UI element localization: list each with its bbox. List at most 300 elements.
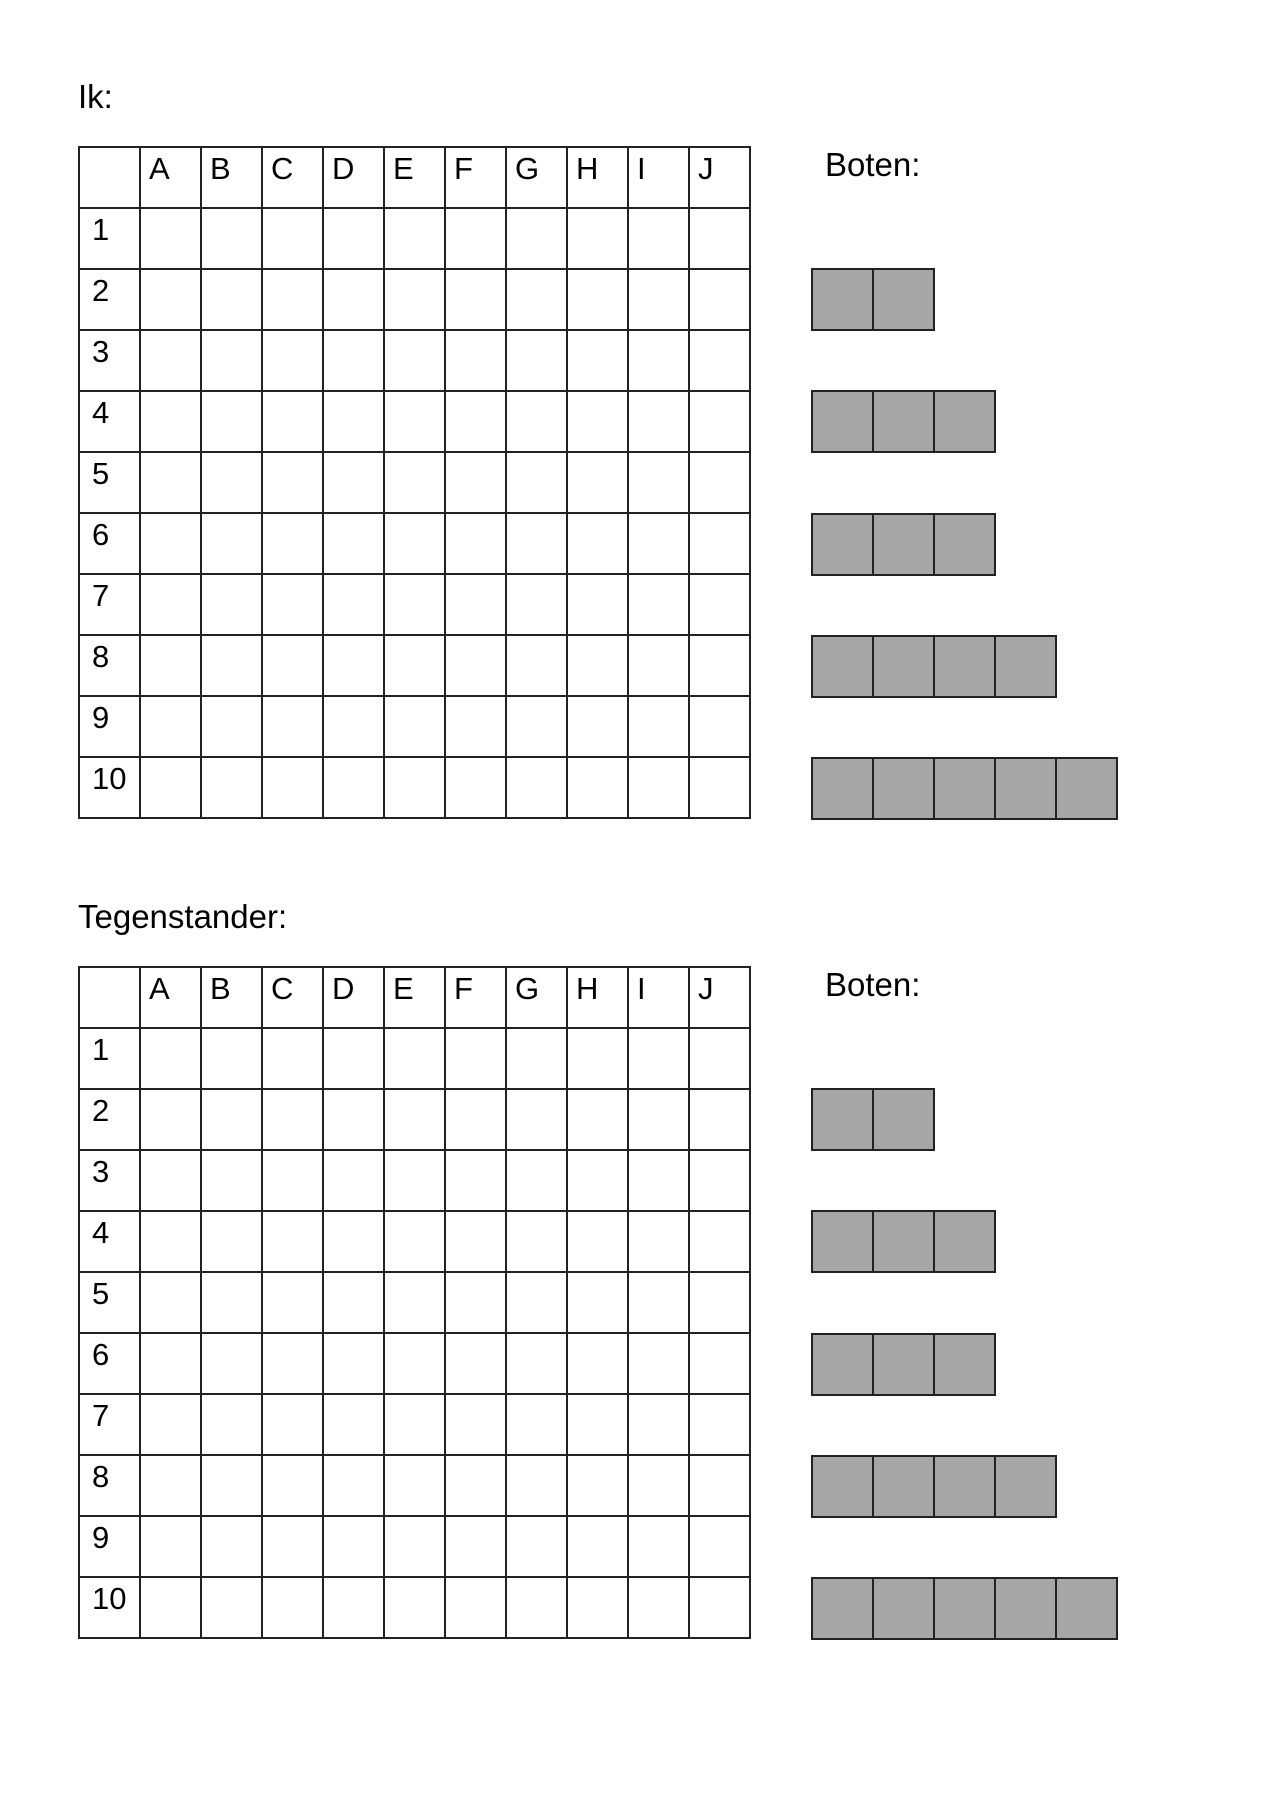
grid-cell[interactable]	[384, 1272, 445, 1333]
grid-cell[interactable]	[323, 391, 384, 452]
column-header	[689, 967, 750, 1028]
grid-cell[interactable]	[384, 330, 445, 391]
grid-cell[interactable]	[140, 452, 201, 513]
grid-cell[interactable]	[445, 574, 506, 635]
column-header	[384, 967, 445, 1028]
grid-cell[interactable]	[628, 757, 689, 818]
row-label: 1	[92, 1032, 110, 1067]
ships-label: Boten:	[825, 966, 921, 1003]
ships-label: Boten:	[825, 146, 921, 183]
grid-cell[interactable]	[445, 1272, 506, 1333]
grid-cell[interactable]	[140, 696, 201, 757]
grid-cell[interactable]	[201, 574, 262, 635]
grid-cell[interactable]	[628, 696, 689, 757]
grid-cell[interactable]	[567, 1394, 628, 1455]
grid-cell[interactable]	[445, 1028, 506, 1089]
grid-cell[interactable]	[323, 269, 384, 330]
grid-cell[interactable]	[262, 1333, 323, 1394]
row-label: 8	[92, 639, 110, 674]
grid-cell[interactable]	[628, 1394, 689, 1455]
grid-row	[79, 1394, 750, 1455]
corner-cell	[79, 967, 140, 1028]
grid-cell[interactable]	[506, 330, 567, 391]
column-header	[262, 967, 323, 1028]
ship-segment	[933, 1577, 996, 1640]
ship-segment	[872, 268, 935, 331]
grid-cell[interactable]	[140, 1150, 201, 1211]
grid-cell[interactable]	[323, 330, 384, 391]
column-header	[323, 967, 384, 1028]
ship-4	[811, 1455, 1055, 1518]
grid-cell[interactable]	[201, 1455, 262, 1516]
grid-row	[79, 635, 750, 696]
grid-cell[interactable]	[445, 330, 506, 391]
grid-cell[interactable]	[262, 1577, 323, 1638]
row-label: 4	[92, 395, 110, 430]
grid-cell[interactable]	[140, 1516, 201, 1577]
grid-cell[interactable]	[384, 1394, 445, 1455]
grid-row	[79, 208, 750, 269]
grid-cell[interactable]	[445, 1333, 506, 1394]
ship-segment	[811, 757, 874, 820]
grid-cell[interactable]	[201, 391, 262, 452]
grid-cell[interactable]	[689, 1516, 750, 1577]
grid-cell[interactable]	[567, 574, 628, 635]
grid-cell[interactable]	[323, 574, 384, 635]
grid-cell[interactable]	[567, 208, 628, 269]
grid-cell[interactable]	[262, 1089, 323, 1150]
grid-cell[interactable]	[201, 696, 262, 757]
grid-cell[interactable]	[506, 391, 567, 452]
grid-cell[interactable]	[384, 269, 445, 330]
grid-cell[interactable]	[506, 513, 567, 574]
grid-cell[interactable]	[506, 1272, 567, 1333]
ship-segment	[872, 390, 935, 453]
column-header-row	[79, 967, 750, 1028]
ship-segment	[811, 1577, 874, 1640]
grid-cell[interactable]	[567, 1150, 628, 1211]
grid-cell[interactable]	[384, 1150, 445, 1211]
grid-cell[interactable]	[567, 696, 628, 757]
grid-cell[interactable]	[567, 1089, 628, 1150]
grid-cell[interactable]	[567, 452, 628, 513]
grid-cell[interactable]	[201, 1028, 262, 1089]
grid-cell[interactable]	[323, 1516, 384, 1577]
grid-row	[79, 1028, 750, 1089]
grid-cell[interactable]	[506, 1516, 567, 1577]
grid-row	[79, 1577, 750, 1638]
grid-cell[interactable]	[384, 452, 445, 513]
grid-cell[interactable]	[445, 269, 506, 330]
row-label: 9	[92, 1520, 110, 1555]
column-label: I	[637, 971, 646, 1006]
corner-cell	[79, 147, 140, 208]
grid-cell[interactable]	[689, 269, 750, 330]
column-label: J	[698, 971, 714, 1006]
grid-cell[interactable]	[628, 574, 689, 635]
grid-row	[79, 391, 750, 452]
grid-cell[interactable]	[689, 1272, 750, 1333]
grid-row	[79, 330, 750, 391]
grid-cell[interactable]	[567, 1028, 628, 1089]
grid-cell[interactable]	[140, 1089, 201, 1150]
ship-segment	[933, 1210, 996, 1273]
grid-cell[interactable]	[689, 635, 750, 696]
grid-cell[interactable]	[445, 391, 506, 452]
grid-row	[79, 757, 750, 818]
grid-cell[interactable]	[445, 757, 506, 818]
grid-cell[interactable]	[689, 696, 750, 757]
grid-cell[interactable]	[140, 1211, 201, 1272]
grid-cell[interactable]	[689, 208, 750, 269]
row-header	[79, 1089, 140, 1150]
grid-cell[interactable]	[323, 1394, 384, 1455]
grid-cell[interactable]	[262, 269, 323, 330]
grid-cell[interactable]	[445, 1211, 506, 1272]
grid-cell[interactable]	[323, 1028, 384, 1089]
grid-row	[79, 452, 750, 513]
grid-row	[79, 1333, 750, 1394]
grid-cell[interactable]	[201, 635, 262, 696]
column-header	[567, 147, 628, 208]
grid-cell[interactable]	[384, 1516, 445, 1577]
grid-cell[interactable]	[201, 1089, 262, 1150]
ship-segment	[933, 757, 996, 820]
grid-cell[interactable]	[384, 1028, 445, 1089]
row-header	[79, 1333, 140, 1394]
grid-cell[interactable]	[140, 574, 201, 635]
grid-cell[interactable]	[384, 696, 445, 757]
column-header	[140, 967, 201, 1028]
grid-cell[interactable]	[445, 452, 506, 513]
grid-cell[interactable]	[384, 635, 445, 696]
grid-cell[interactable]	[628, 1089, 689, 1150]
row-header	[79, 513, 140, 574]
grid-cell[interactable]	[262, 1394, 323, 1455]
grid-cell[interactable]	[567, 513, 628, 574]
grid-cell[interactable]	[262, 208, 323, 269]
grid-cell[interactable]	[262, 1455, 323, 1516]
grid-cell[interactable]	[201, 1150, 262, 1211]
grid-cell[interactable]	[140, 330, 201, 391]
grid-cell[interactable]	[262, 452, 323, 513]
grid-cell[interactable]	[689, 1394, 750, 1455]
ship-segment	[1055, 1577, 1118, 1640]
grid-cell[interactable]	[201, 1577, 262, 1638]
grid-cell[interactable]	[689, 1333, 750, 1394]
ship-2	[811, 268, 933, 331]
row-label: 1	[92, 212, 110, 247]
grid-cell[interactable]	[445, 1089, 506, 1150]
grid-cell[interactable]	[140, 1577, 201, 1638]
grid-cell[interactable]	[628, 1028, 689, 1089]
grid-cell[interactable]	[262, 1150, 323, 1211]
grid-cell[interactable]	[384, 574, 445, 635]
column-header	[506, 147, 567, 208]
row-header	[79, 1211, 140, 1272]
grid-cell[interactable]	[262, 391, 323, 452]
grid-cell[interactable]	[628, 330, 689, 391]
grid-cell[interactable]	[628, 452, 689, 513]
grid-cell[interactable]	[445, 635, 506, 696]
grid-cell[interactable]	[506, 635, 567, 696]
section-title: Tegenstander:	[78, 898, 288, 935]
grid-cell[interactable]	[262, 574, 323, 635]
row-header	[79, 1516, 140, 1577]
grid-cell[interactable]	[506, 757, 567, 818]
grid-cell[interactable]	[262, 513, 323, 574]
grid-cell[interactable]	[445, 1455, 506, 1516]
ship-segment	[994, 635, 1057, 698]
grid-cell[interactable]	[201, 1272, 262, 1333]
grid-cell[interactable]	[689, 574, 750, 635]
ship-segment	[933, 1333, 996, 1396]
ship-segment	[933, 1455, 996, 1518]
grid-cell[interactable]	[567, 1272, 628, 1333]
column-label: J	[698, 151, 714, 186]
grid-cell[interactable]	[506, 1089, 567, 1150]
grid-cell[interactable]	[140, 1394, 201, 1455]
grid-cell[interactable]	[384, 1333, 445, 1394]
grid-cell[interactable]	[567, 269, 628, 330]
row-label: 2	[92, 273, 110, 308]
grid-cell[interactable]	[201, 1394, 262, 1455]
grid-cell[interactable]	[689, 1577, 750, 1638]
column-header	[567, 967, 628, 1028]
grid-cell[interactable]	[506, 208, 567, 269]
grid-row	[79, 1516, 750, 1577]
grid-cell[interactable]	[384, 1089, 445, 1150]
grid-cell[interactable]	[201, 452, 262, 513]
grid-cell[interactable]	[201, 269, 262, 330]
row-label: 3	[92, 334, 110, 369]
grid-cell[interactable]	[384, 1455, 445, 1516]
grid-cell[interactable]	[506, 1028, 567, 1089]
grid-cell[interactable]	[323, 1333, 384, 1394]
grid-cell[interactable]	[506, 1394, 567, 1455]
grid-cell[interactable]	[567, 1455, 628, 1516]
grid-cell[interactable]	[445, 1577, 506, 1638]
column-label: E	[393, 151, 414, 186]
row-header	[79, 574, 140, 635]
grid-cell[interactable]	[445, 1516, 506, 1577]
row-label: 9	[92, 700, 110, 735]
grid-cell[interactable]	[323, 208, 384, 269]
row-header	[79, 757, 140, 818]
ship-segment	[994, 757, 1057, 820]
grid-cell[interactable]	[689, 1028, 750, 1089]
grid-cell[interactable]	[689, 1089, 750, 1150]
ship-segment	[811, 1333, 874, 1396]
ship-segment	[811, 1088, 874, 1151]
grid-cell[interactable]	[323, 1089, 384, 1150]
column-label: F	[454, 151, 473, 186]
row-label: 6	[92, 517, 110, 552]
column-label: C	[271, 971, 294, 1006]
grid-cell[interactable]	[262, 1516, 323, 1577]
grid-cell[interactable]	[689, 1211, 750, 1272]
grid-cell[interactable]	[628, 1333, 689, 1394]
grid-row	[79, 513, 750, 574]
grid-cell[interactable]	[628, 391, 689, 452]
grid-cell[interactable]	[628, 1455, 689, 1516]
grid-cell[interactable]	[689, 391, 750, 452]
grid-cell[interactable]	[384, 208, 445, 269]
grid-cell[interactable]	[262, 1211, 323, 1272]
grid-cell[interactable]	[567, 1211, 628, 1272]
row-header	[79, 635, 140, 696]
grid-cell[interactable]	[506, 1333, 567, 1394]
grid-cell[interactable]	[384, 1577, 445, 1638]
row-header	[79, 1150, 140, 1211]
ship-5	[811, 1577, 1116, 1640]
grid-cell[interactable]	[628, 1272, 689, 1333]
grid-cell[interactable]	[445, 513, 506, 574]
grid-cell[interactable]	[689, 330, 750, 391]
grid-cell[interactable]	[506, 1577, 567, 1638]
grid-cell[interactable]	[384, 513, 445, 574]
column-header	[445, 147, 506, 208]
ship-2	[811, 1088, 933, 1151]
grid-cell[interactable]	[140, 757, 201, 818]
row-label: 10	[92, 1581, 127, 1616]
ship-segment	[811, 1455, 874, 1518]
ship-segment	[811, 268, 874, 331]
column-label: A	[149, 151, 170, 186]
ship-segment	[872, 1088, 935, 1151]
grid-cell[interactable]	[506, 1150, 567, 1211]
grid-cell[interactable]	[689, 1455, 750, 1516]
grid-cell[interactable]	[689, 757, 750, 818]
grid-cell[interactable]	[201, 513, 262, 574]
ship-segment	[994, 1455, 1057, 1518]
opponent-grid	[78, 966, 751, 1639]
grid-cell[interactable]	[140, 1455, 201, 1516]
grid-cell[interactable]	[628, 513, 689, 574]
grid-cell[interactable]	[384, 1211, 445, 1272]
row-label: 7	[92, 578, 110, 613]
row-header	[79, 391, 140, 452]
grid-cell[interactable]	[689, 1150, 750, 1211]
column-header	[628, 147, 689, 208]
grid-cell[interactable]	[262, 330, 323, 391]
grid-cell[interactable]	[506, 574, 567, 635]
grid-cell[interactable]	[201, 208, 262, 269]
grid-cell[interactable]	[384, 757, 445, 818]
grid-cell[interactable]	[323, 1211, 384, 1272]
grid-cell[interactable]	[262, 1028, 323, 1089]
grid-cell[interactable]	[567, 330, 628, 391]
grid-cell[interactable]	[323, 513, 384, 574]
grid-cell[interactable]	[323, 452, 384, 513]
grid-row	[79, 696, 750, 757]
grid-cell[interactable]	[140, 1333, 201, 1394]
grid-cell[interactable]	[323, 696, 384, 757]
grid-row	[79, 1150, 750, 1211]
grid-cell[interactable]	[628, 269, 689, 330]
ship-segment	[1055, 757, 1118, 820]
row-label: 8	[92, 1459, 110, 1494]
row-header	[79, 1272, 140, 1333]
column-label: I	[637, 151, 646, 186]
my-grid	[78, 146, 751, 819]
grid-cell[interactable]	[323, 1577, 384, 1638]
column-label: G	[515, 971, 540, 1006]
grid-cell[interactable]	[567, 391, 628, 452]
grid-cell[interactable]	[628, 635, 689, 696]
ship-segment	[872, 1333, 935, 1396]
grid-cell[interactable]	[201, 757, 262, 818]
grid-cell[interactable]	[445, 1394, 506, 1455]
grid-cell[interactable]	[567, 757, 628, 818]
row-header	[79, 1394, 140, 1455]
grid-cell[interactable]	[689, 452, 750, 513]
row-label: 6	[92, 1337, 110, 1372]
grid-cell[interactable]	[140, 1272, 201, 1333]
ship-4	[811, 635, 1055, 698]
grid-cell[interactable]	[140, 635, 201, 696]
ship-segment	[933, 635, 996, 698]
grid-cell[interactable]	[445, 208, 506, 269]
grid-cell[interactable]	[567, 1516, 628, 1577]
grid-cell[interactable]	[201, 1333, 262, 1394]
grid-cell[interactable]	[262, 696, 323, 757]
grid-cell[interactable]	[506, 696, 567, 757]
grid-cell[interactable]	[567, 1577, 628, 1638]
grid-cell[interactable]	[628, 208, 689, 269]
grid-cell[interactable]	[323, 635, 384, 696]
ship-segment	[811, 635, 874, 698]
grid-cell[interactable]	[262, 1272, 323, 1333]
grid-cell[interactable]	[628, 1211, 689, 1272]
grid-cell[interactable]	[201, 1516, 262, 1577]
grid-cell[interactable]	[445, 696, 506, 757]
column-label: G	[515, 151, 540, 186]
grid-cell[interactable]	[506, 1455, 567, 1516]
grid-cell[interactable]	[384, 391, 445, 452]
grid-cell[interactable]	[262, 757, 323, 818]
grid-cell[interactable]	[567, 635, 628, 696]
grid-cell[interactable]	[506, 452, 567, 513]
grid-cell[interactable]	[201, 1211, 262, 1272]
grid-cell[interactable]	[323, 1150, 384, 1211]
grid-cell[interactable]	[323, 1455, 384, 1516]
grid-cell[interactable]	[445, 1150, 506, 1211]
row-label: 4	[92, 1215, 110, 1250]
grid-cell[interactable]	[140, 269, 201, 330]
grid-cell[interactable]	[628, 1150, 689, 1211]
ship-3	[811, 1210, 994, 1273]
column-label: B	[210, 151, 231, 186]
grid-cell[interactable]	[506, 269, 567, 330]
grid-cell[interactable]	[140, 1028, 201, 1089]
grid-cell[interactable]	[689, 513, 750, 574]
grid-cell[interactable]	[323, 1272, 384, 1333]
grid-cell[interactable]	[628, 1577, 689, 1638]
grid-cell[interactable]	[506, 1211, 567, 1272]
grid-cell[interactable]	[140, 513, 201, 574]
grid-cell[interactable]	[628, 1516, 689, 1577]
grid-cell[interactable]	[323, 757, 384, 818]
grid-row	[79, 574, 750, 635]
grid-cell[interactable]	[262, 635, 323, 696]
ship-segment	[872, 1577, 935, 1640]
grid-cell[interactable]	[201, 330, 262, 391]
grid-cell[interactable]	[140, 391, 201, 452]
grid-cell[interactable]	[567, 1333, 628, 1394]
ship-5	[811, 757, 1116, 820]
grid-cell[interactable]	[140, 208, 201, 269]
